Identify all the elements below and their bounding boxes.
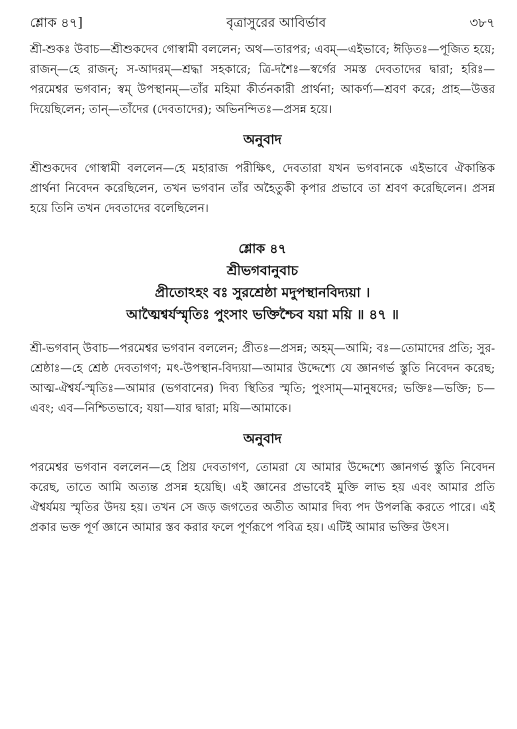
verse-block [30,240,495,326]
running-header [30,14,495,39]
verse-number: শ্লোক ৪৭ [238,242,287,257]
translation-paragraph-1: শ্রীশুকদেব গোস্বামী বললেন—হে মহারাজ পরীক্ষিৎ, দেবতারা যখন ভগবানকে এইভাবে ঐকান্তিক প্রার্থনা নিবেদন করেছিলেন, তখন ভগবান তাঁর অহৈতুকী কৃপার প্রভাবে তা শ্রবণ করেছিলেন। প্রসন্ন হয়ে তিনি তখন দেবতাদের বলেছিলেন। [30,161,495,215]
synonyms-paragraph-1: শ্রী-শুকঃ উবাচ—শ্রীশুকদেব গোস্বামী বললেন; অথ—তারপর; এবম্—এইভাবে; ঈড়িতঃ—পূজিত হয়ে; রাজন্—হে রাজন্; স-আদরম্—শ্রদ্ধা সহকারে; ত্রি-দশৈঃ—স্বর্গের সমস্ত দেবতাদের দ্বারা; হরিঃ—পরমেশ্বর ভগবান; স্বম্ উপস্থানম্—তাঁর মহিমা কীর্তনকারী প্রার্থনা; আকর্ণ্য—শ্রবণ করে; প্রাহ—উত্তর দিয়েছিলেন; তান্—তাঁদের (দেবতাদের); অভিনন্দিতঃ—প্রসন্ন হয়ে। [30,42,495,116]
header-verse-ref: শ্লোক ৪৭] [30,16,83,31]
verse-speaker: শ্রীভগবানুবাচ [226,263,299,279]
synonyms-paragraph-2: শ্রী-ভগবান্ উবাচ—পরমেশ্বর ভগবান বললেন; প্রীতঃ—প্রসন্ন; অহম্—আমি; বঃ—তোমাদের প্রতি; সুর-শ্রেষ্ঠাঃ—হে শ্রেষ্ঠ দেবতাগণ; মৎ-উপস্থান-বিদ্যয়া—আমার উদ্দেশ্যে যে জ্ঞানগর্ভ স্তুতি নিবেদন করেছ; আত্ম-ঐশ্বর্য-স্মৃতিঃ—আমার (ভগবানের) দিব্য স্থিতির স্মৃতি; পুংসাম্—মানুষদের; ভক্তিঃ—ভক্তি; চ—এবং; এব—নিশ্চিতভাবে; যয়া—যার দ্বারা; ময়ি—আমাকে। [30,341,495,415]
verse-line-2: আত্মৈশ্বর্যস্মৃতিঃ পুংসাং ভক্তিশ্চৈব যয়া ময়ি ॥ ৪৭ ॥ [126,307,399,323]
verse-line-1: প্রীতোঽহং বঃ সুরশ্রেষ্ঠা মদুপস্থানবিদ্যয়া । [154,285,371,301]
translation-heading-1: অনুবাদ [243,132,282,148]
header-chapter-title: বৃত্রাসুরের আবির্ভাব [226,16,326,31]
translation-heading-2: অনুবাদ [243,431,282,447]
book-page [30,14,495,537]
header-page-number: ৩৮৭ [469,16,495,31]
translation-paragraph-2: পরমেশ্বর ভগবান বললেন—হে প্রিয় দেবতাগণ, তোমরা যে আমার উদ্দেশ্যে জ্ঞানগর্ভ স্তুতি নিবেদন করেছ, তাতে আমি অত্যন্ত প্রসন্ন হয়েছি। এই জ্ঞানের প্রভাবেই মুক্তি লাভ হয় এবং আমার প্রতি ঐশ্বর্যময় স্মৃতির উদয় হয়। তখন সে জড় জগতের অতীত আমার দিব্য পদ উপলব্ধি করতে পারে। এই প্রকার ভক্ত পূর্ণ জ্ঞানে আমার স্তব করার ফলে পূর্ণরূপে পবিত্র হয়। এটিই আমার ভক্তির উৎস। [30,460,495,534]
